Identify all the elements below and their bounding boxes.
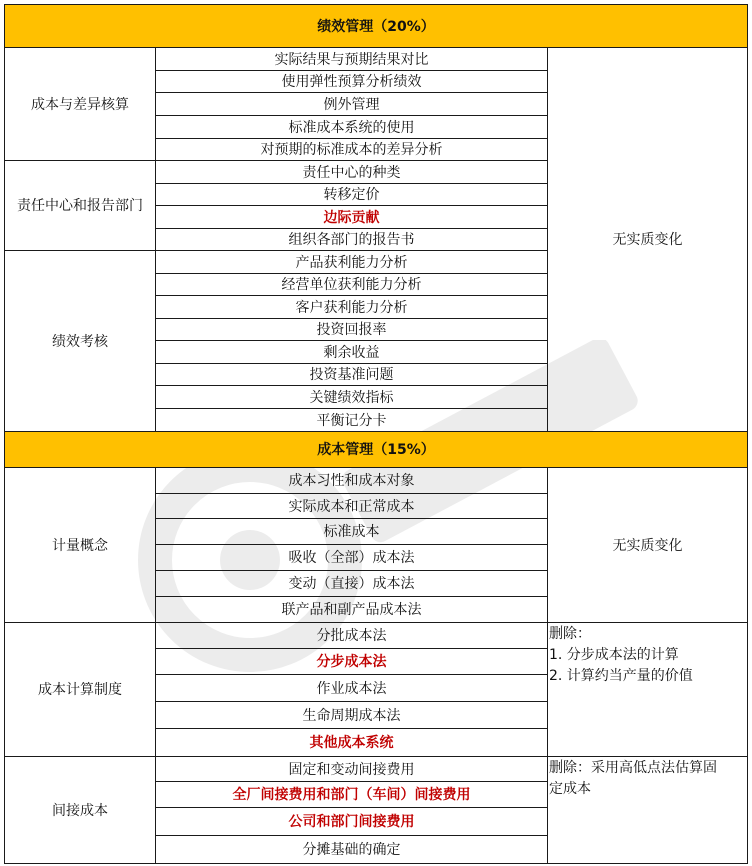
item-cell: 生命周期成本法 [302, 707, 401, 724]
column-divider [155, 47, 156, 431]
change-note-deletions [547, 756, 752, 866]
row-divider [155, 115, 547, 116]
section-title-performance: 绩效管理（20%） [317, 18, 435, 35]
note-line: 定成本 [549, 781, 591, 797]
category-cell: 责任中心和报告部门 [17, 198, 143, 214]
table-border [747, 4, 748, 864]
column-divider [547, 47, 548, 431]
column-divider [155, 467, 156, 864]
section-banner-performance [4, 4, 748, 47]
row-divider [4, 250, 547, 251]
item-cell: 固定和变动间接费用 [288, 761, 415, 778]
item-cell: 实际成本和正常成本 [288, 498, 415, 515]
note-line: 2. 计算约当产量的价值 [549, 668, 693, 684]
item-cell: 作业成本法 [316, 680, 387, 697]
row-divider [155, 340, 547, 341]
row-divider [155, 648, 547, 649]
row-divider [155, 493, 547, 494]
change-note-deletions [547, 622, 752, 758]
note-line: 删除： [549, 626, 591, 642]
category-cell: 成本与差异核算 [31, 96, 129, 113]
column-divider [547, 467, 548, 864]
item-cell: 投资回报率 [316, 322, 387, 338]
category-cell: 计量概念 [52, 537, 108, 554]
section-banner-cost [4, 431, 748, 467]
item-cell: 产品获利能力分析 [295, 254, 408, 271]
item-cell: 分摊基础的确定 [302, 841, 401, 858]
row-divider [155, 273, 547, 274]
item-cell: 剩余收益 [323, 344, 380, 361]
item-cell-highlight: 边际贡献 [323, 209, 380, 226]
item-cell-highlight: 公司和部门间接费用 [288, 814, 415, 830]
item-cell: 使用弹性预算分析绩效 [281, 74, 422, 90]
item-cell: 吸收（全部）成本法 [288, 550, 415, 566]
row-divider [4, 467, 748, 468]
row-divider [155, 835, 547, 836]
item-cell: 变动（直接）成本法 [288, 576, 415, 592]
row-divider [155, 318, 547, 319]
row-divider [155, 92, 547, 93]
row-divider [155, 183, 547, 184]
row-divider [155, 228, 547, 229]
note-line: 1. 分步成本法的计算 [549, 647, 679, 663]
row-divider [155, 701, 547, 702]
item-cell: 投资基准问题 [309, 367, 394, 383]
row-divider [155, 544, 547, 545]
row-divider [155, 408, 547, 409]
category-cell: 间接成本 [52, 803, 108, 819]
row-divider [155, 674, 547, 675]
row-divider [155, 781, 547, 782]
row-divider [4, 47, 748, 48]
row-divider [155, 138, 547, 139]
section-title-cost: 成本管理（15%） [317, 442, 435, 458]
row-divider [155, 295, 547, 296]
item-cell: 责任中心的种类 [302, 164, 401, 181]
item-cell: 标准成本 [323, 524, 380, 540]
item-cell: 平衡记分卡 [316, 412, 387, 429]
row-divider [155, 518, 547, 519]
row-divider [155, 570, 547, 571]
row-divider [155, 205, 547, 206]
row-divider [155, 363, 547, 364]
item-cell: 对预期的标准成本的差异分析 [260, 142, 443, 158]
row-divider [155, 385, 547, 386]
note-line: 删除：采用高低点法估算固 [549, 760, 717, 776]
item-cell: 实际结果与预期结果对比 [274, 51, 429, 68]
row-divider [155, 728, 547, 729]
row-divider [4, 4, 748, 5]
item-cell: 关键绩效指标 [309, 389, 394, 406]
row-divider [155, 596, 547, 597]
item-cell-highlight: 全厂间接费用和部门（车间）间接费用 [232, 787, 471, 803]
row-divider [155, 807, 547, 808]
item-cell: 成本习性和成本对象 [288, 473, 415, 489]
item-cell: 分批成本法 [316, 628, 387, 644]
item-cell: 客户获利能力分析 [295, 299, 408, 316]
change-note: 无实质变化 [612, 537, 683, 554]
item-cell: 转移定价 [323, 187, 380, 203]
row-divider [4, 622, 748, 623]
category-cell: 绩效考核 [52, 333, 108, 350]
item-cell-highlight: 其他成本系统 [309, 735, 394, 751]
category-cell: 成本计算制度 [38, 682, 122, 698]
item-cell: 经营单位获利能力分析 [281, 277, 422, 293]
item-cell: 标准成本系统的使用 [288, 119, 415, 136]
item-cell-highlight: 分步成本法 [316, 654, 387, 670]
row-divider [4, 431, 748, 432]
change-note: 无实质变化 [612, 232, 683, 248]
row-divider [4, 756, 748, 757]
row-divider [155, 70, 547, 71]
item-cell: 例外管理 [323, 96, 380, 113]
item-cell: 联产品和副产品成本法 [281, 602, 422, 618]
table-border [4, 4, 5, 864]
row-divider [4, 160, 547, 161]
item-cell: 组织各部门的报告书 [288, 232, 415, 248]
